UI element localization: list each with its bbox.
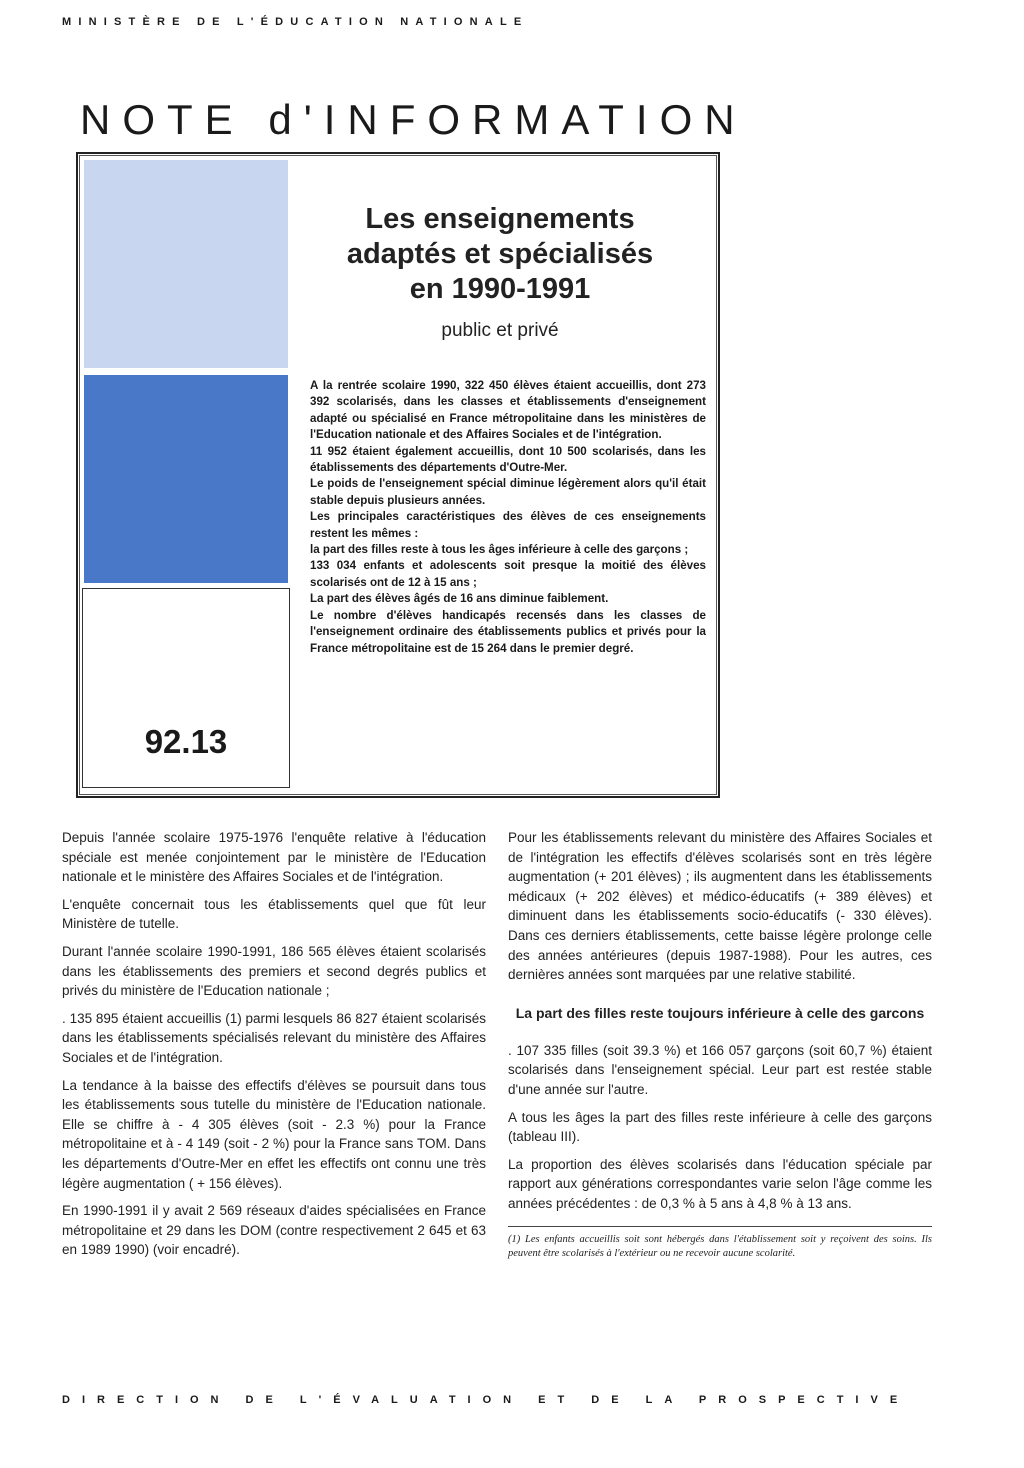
summary-paragraph: A la rentrée scolaire 1990, 322 450 élèves étaient accueillis, dont 273 392 scolarisés, dans les classes et établissements d'enseignement adapté ou spécialisé en France métropolitaine dans les ministères de l'Education nationale et des Affaires Sociales et de l'intégration. <box>310 379 706 442</box>
body-right-column <box>508 828 932 1261</box>
cover-title-line: en 1990-1991 <box>409 273 591 305</box>
section-subheading: La part des filles reste toujours inférieure à celle des garcons <box>515 1004 925 1021</box>
body-left-column <box>62 828 486 1268</box>
direction-footer: DIRECTION DE L'ÉVALUATION ET DE LA PROSPECTIVE <box>62 1394 910 1406</box>
body-paragraph: . 135 895 étaient accueillis (1) parmi lesquels 86 827 étaient scolarisés dans les établissements spécialisés relevant du ministère des Affaires Sociales et de l'intégration. <box>62 1010 486 1065</box>
footnote: (1) Les enfants accueillis soit sont hébergés dans l'établissement soit y reçoivent des soins. Ils peuvent être scolarisés à l'extérieur ou ne recevoir aucune scolarité. <box>508 1233 932 1259</box>
issue-number-box <box>82 588 290 788</box>
body-paragraph: . 107 335 filles (soit 39.3 %) et 166 057 garçons (soit 60,7 %) étaient scolarisés dans l'enseignement spécial. Leur part est restée stable d'une année sur l'autre. <box>508 1042 932 1097</box>
body-paragraph: En 1990-1991 il y avait 2 569 réseaux d'aides spécialisées en France métropolitaine et 29 dans les DOM (contre respectivement 2 645 et 63 en 1989 1990) (voir encadré). <box>62 1203 486 1258</box>
body-paragraph: L'enquête concernait tous les établissements quel que fût leur Ministère de tutelle. <box>62 896 486 932</box>
body-paragraph: A tous les âges la part des filles reste inférieure à celle des garçons (tableau III). <box>508 1109 932 1145</box>
body-paragraph: Depuis l'année scolaire 1975-1976 l'enquête relative à l'éducation spéciale est menée conjointement par le ministère de l'Education nationale et le ministère des Affaires Sociales et de l'intégration. <box>62 830 486 885</box>
summary-paragraph: 133 034 enfants et adolescents soit presque la moitié des élèves scolarisés ont de 12 à 15 ans ; <box>310 559 706 589</box>
cover-summary <box>310 378 706 657</box>
issue-number: 92.13 <box>144 723 228 760</box>
cover-title-line: adaptés et spécialisés <box>346 238 654 270</box>
summary-paragraph: Le poids de l'enseignement spécial diminue légèrement alors qu'il était stable depuis plusieurs années. <box>310 477 706 507</box>
summary-paragraph: Le nombre d'élèves handicapés recensés dans les classes de l'enseignement ordinaire des établissements publics et privés pour la France métropolitaine est de 15 264 dans le premier degré. <box>310 608 706 655</box>
cover-title <box>300 202 700 307</box>
body-paragraph: Pour les établissements relevant du ministère des Affaires Sociales et de l'intégration les effectifs d'élèves scolarisés sont en très légère augmentation (+ 201 élèves) ; ils augmentent dans les établissements médicaux (+ 202 élèves) et médico-éducatifs (+ 389 élèves) et diminuent dans les établissements socio-éducatifs (- 330 élèves). Dans ces derniers établissements, cette baisse légère prolonge celle des années antérieures (depuis 1987-1988). Pour les autres, ces dernières années sont marquées par une relative stabilité. <box>508 830 932 983</box>
cover-title-line: Les enseignements <box>365 203 635 235</box>
body-paragraph: Durant l'année scolaire 1990-1991, 186 565 élèves étaient scolarisés dans les établissements des premiers et second degrés publics et privés du ministère de l'Education nationale ; <box>62 943 486 999</box>
body-paragraph: La proportion des élèves scolarisés dans l'éducation spéciale par rapport aux générations correspondantes varie selon l'âge comme les années précédentes : de 0,3 % à 5 ans à 4,8 % à 13 ans. <box>508 1156 932 1211</box>
footnote-divider <box>508 1226 932 1227</box>
cover-light-blue-block <box>84 160 288 368</box>
summary-paragraph: La part des élèves âgés de 16 ans diminue faiblement. <box>310 592 609 606</box>
cover-blue-block <box>84 375 288 583</box>
publication-title: NOTE d'INFORMATION <box>80 96 747 143</box>
body-paragraph: La tendance à la baisse des effectifs d'élèves se poursuit dans tous les établissements sous tutelle du ministère de l'Education nationale. Elle se chiffre à - 4 305 élèves (soit - 2.3 %) pour la France métropolitaine et à - 4 149 (soit - 2 %) pour la France sans TOM. Dans les départements d'Outre-Mer en effet les effectifs ont connu une très légère augmentation ( + 156 élèves). <box>62 1077 486 1191</box>
summary-paragraph: 11 952 étaient également accueillis, dont 10 500 scolarisés, dans les établissements des départements d'Outre-Mer. <box>310 444 706 475</box>
ministry-header: MINISTÈRE DE L'ÉDUCATION NATIONALE <box>62 16 529 28</box>
summary-paragraph: Les principales caractéristiques des élèves de ces enseignements restent les mêmes : <box>310 510 706 540</box>
summary-paragraph: la part des filles reste à tous les âges inférieure à celle des garçons ; <box>310 543 689 557</box>
cover-subtitle: public et privé <box>441 320 559 341</box>
